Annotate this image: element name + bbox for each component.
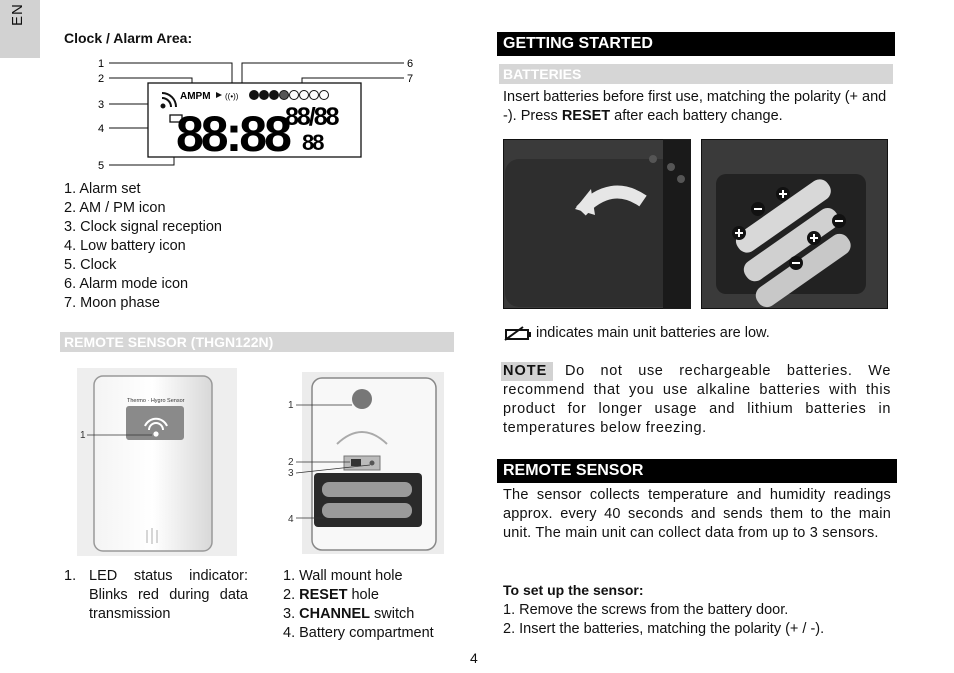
remote-sensor-heading: REMOTE SENSOR xyxy=(497,459,897,483)
setup-heading: To set up the sensor: xyxy=(503,582,644,598)
list-item: 1. Alarm set xyxy=(64,181,141,197)
led-line: transmission xyxy=(89,606,171,622)
remote-sensor-text: The sensor collects temperature and humidity readings approx. every 40 seconds and sends them to the main unit. The main unit can collect data from up to 3 sensors. xyxy=(503,487,891,541)
list-item: 3. CHANNEL switch xyxy=(283,606,415,622)
setup-steps xyxy=(503,601,824,639)
callout-1: 1 xyxy=(98,58,105,70)
list-item: 5. Clock xyxy=(64,257,117,273)
list-item: 2. AM / PM icon xyxy=(64,200,166,216)
ampm-icon: AMPM xyxy=(180,91,211,102)
language-tab-label: EN xyxy=(9,3,26,26)
led-line: LED status indicator: xyxy=(89,568,248,584)
sensor-back-illustration xyxy=(284,372,449,557)
callout-2: 2 xyxy=(98,73,105,85)
list-item: 7. Moon phase xyxy=(64,295,160,311)
page-number: 4 xyxy=(470,650,478,666)
lcd-date-digits: 88/88 xyxy=(285,103,338,131)
callout-5: 5 xyxy=(98,160,105,172)
sensor-back-callout-1: 1 xyxy=(288,400,294,411)
clock-feature-list xyxy=(64,180,222,313)
clock-alarm-heading: Clock / Alarm Area: xyxy=(64,30,193,46)
lcd-mini-digits: 88 xyxy=(302,130,323,155)
led-line: Blinks red during data xyxy=(89,587,248,603)
sensor-back-callout-3: 3 xyxy=(288,468,294,479)
led-number: 1. xyxy=(64,568,77,584)
list-item: 2. RESET hole xyxy=(283,587,379,603)
battery-door-photo xyxy=(503,139,691,309)
batteries-heading: BATTERIES xyxy=(499,64,893,84)
sensor-brand-label: Thermo · Hygro Sensor xyxy=(127,398,185,404)
list-item: 6. Alarm mode icon xyxy=(64,276,189,292)
list-item: 1. Remove the screws from the battery door. xyxy=(503,602,789,618)
led-description xyxy=(64,567,264,624)
list-item: 1. Wall mount hole xyxy=(283,568,403,584)
low-battery-icon xyxy=(503,326,533,342)
reset-hole xyxy=(370,461,375,466)
wall-mount-hole xyxy=(352,389,372,409)
callout-6: 6 xyxy=(407,58,414,70)
battery-insert-photo xyxy=(701,139,888,309)
note-text: NOTE Do not use rechargeable batteries. We recommend that you use alkaline batteries with this product for longer usage and lithium batteries in temperatures below freezing. xyxy=(503,363,891,436)
channel-switch xyxy=(351,459,361,466)
lcd-clock-digits: 88:88 xyxy=(176,106,289,162)
low-battery-text: indicates main unit batteries are low. xyxy=(536,325,770,341)
callout-4: 4 xyxy=(98,123,105,135)
batteries-text: Insert batteries before first use, matching the polarity (+ and -). Press RESET after each battery change. xyxy=(503,89,887,124)
battery-compartment xyxy=(314,473,422,527)
list-item: 4. Low battery icon xyxy=(64,238,186,254)
list-item: 2. Insert the batteries, matching the polarity (+ / -). xyxy=(503,621,825,637)
sensor-back-list xyxy=(283,567,434,643)
list-item: 3. Clock signal reception xyxy=(64,219,222,235)
callout-3: 3 xyxy=(98,99,105,111)
getting-started-heading: GETTING STARTED xyxy=(497,32,895,56)
note-label: NOTE xyxy=(503,363,548,379)
list-item: 4. Battery compartment xyxy=(283,625,434,641)
lcd-diagram xyxy=(92,55,422,175)
sensor-front-illustration xyxy=(72,368,242,558)
alarm-mode-icon: ((•)) xyxy=(225,92,239,101)
sensor-back-callout-4: 4 xyxy=(288,514,294,525)
sensor-front-callout: 1 xyxy=(80,430,86,441)
callout-7: 7 xyxy=(407,73,414,85)
remote-sensor-model-heading: REMOTE SENSOR (THGN122N) xyxy=(60,332,454,352)
sensor-back-callout-2: 2 xyxy=(288,457,294,468)
